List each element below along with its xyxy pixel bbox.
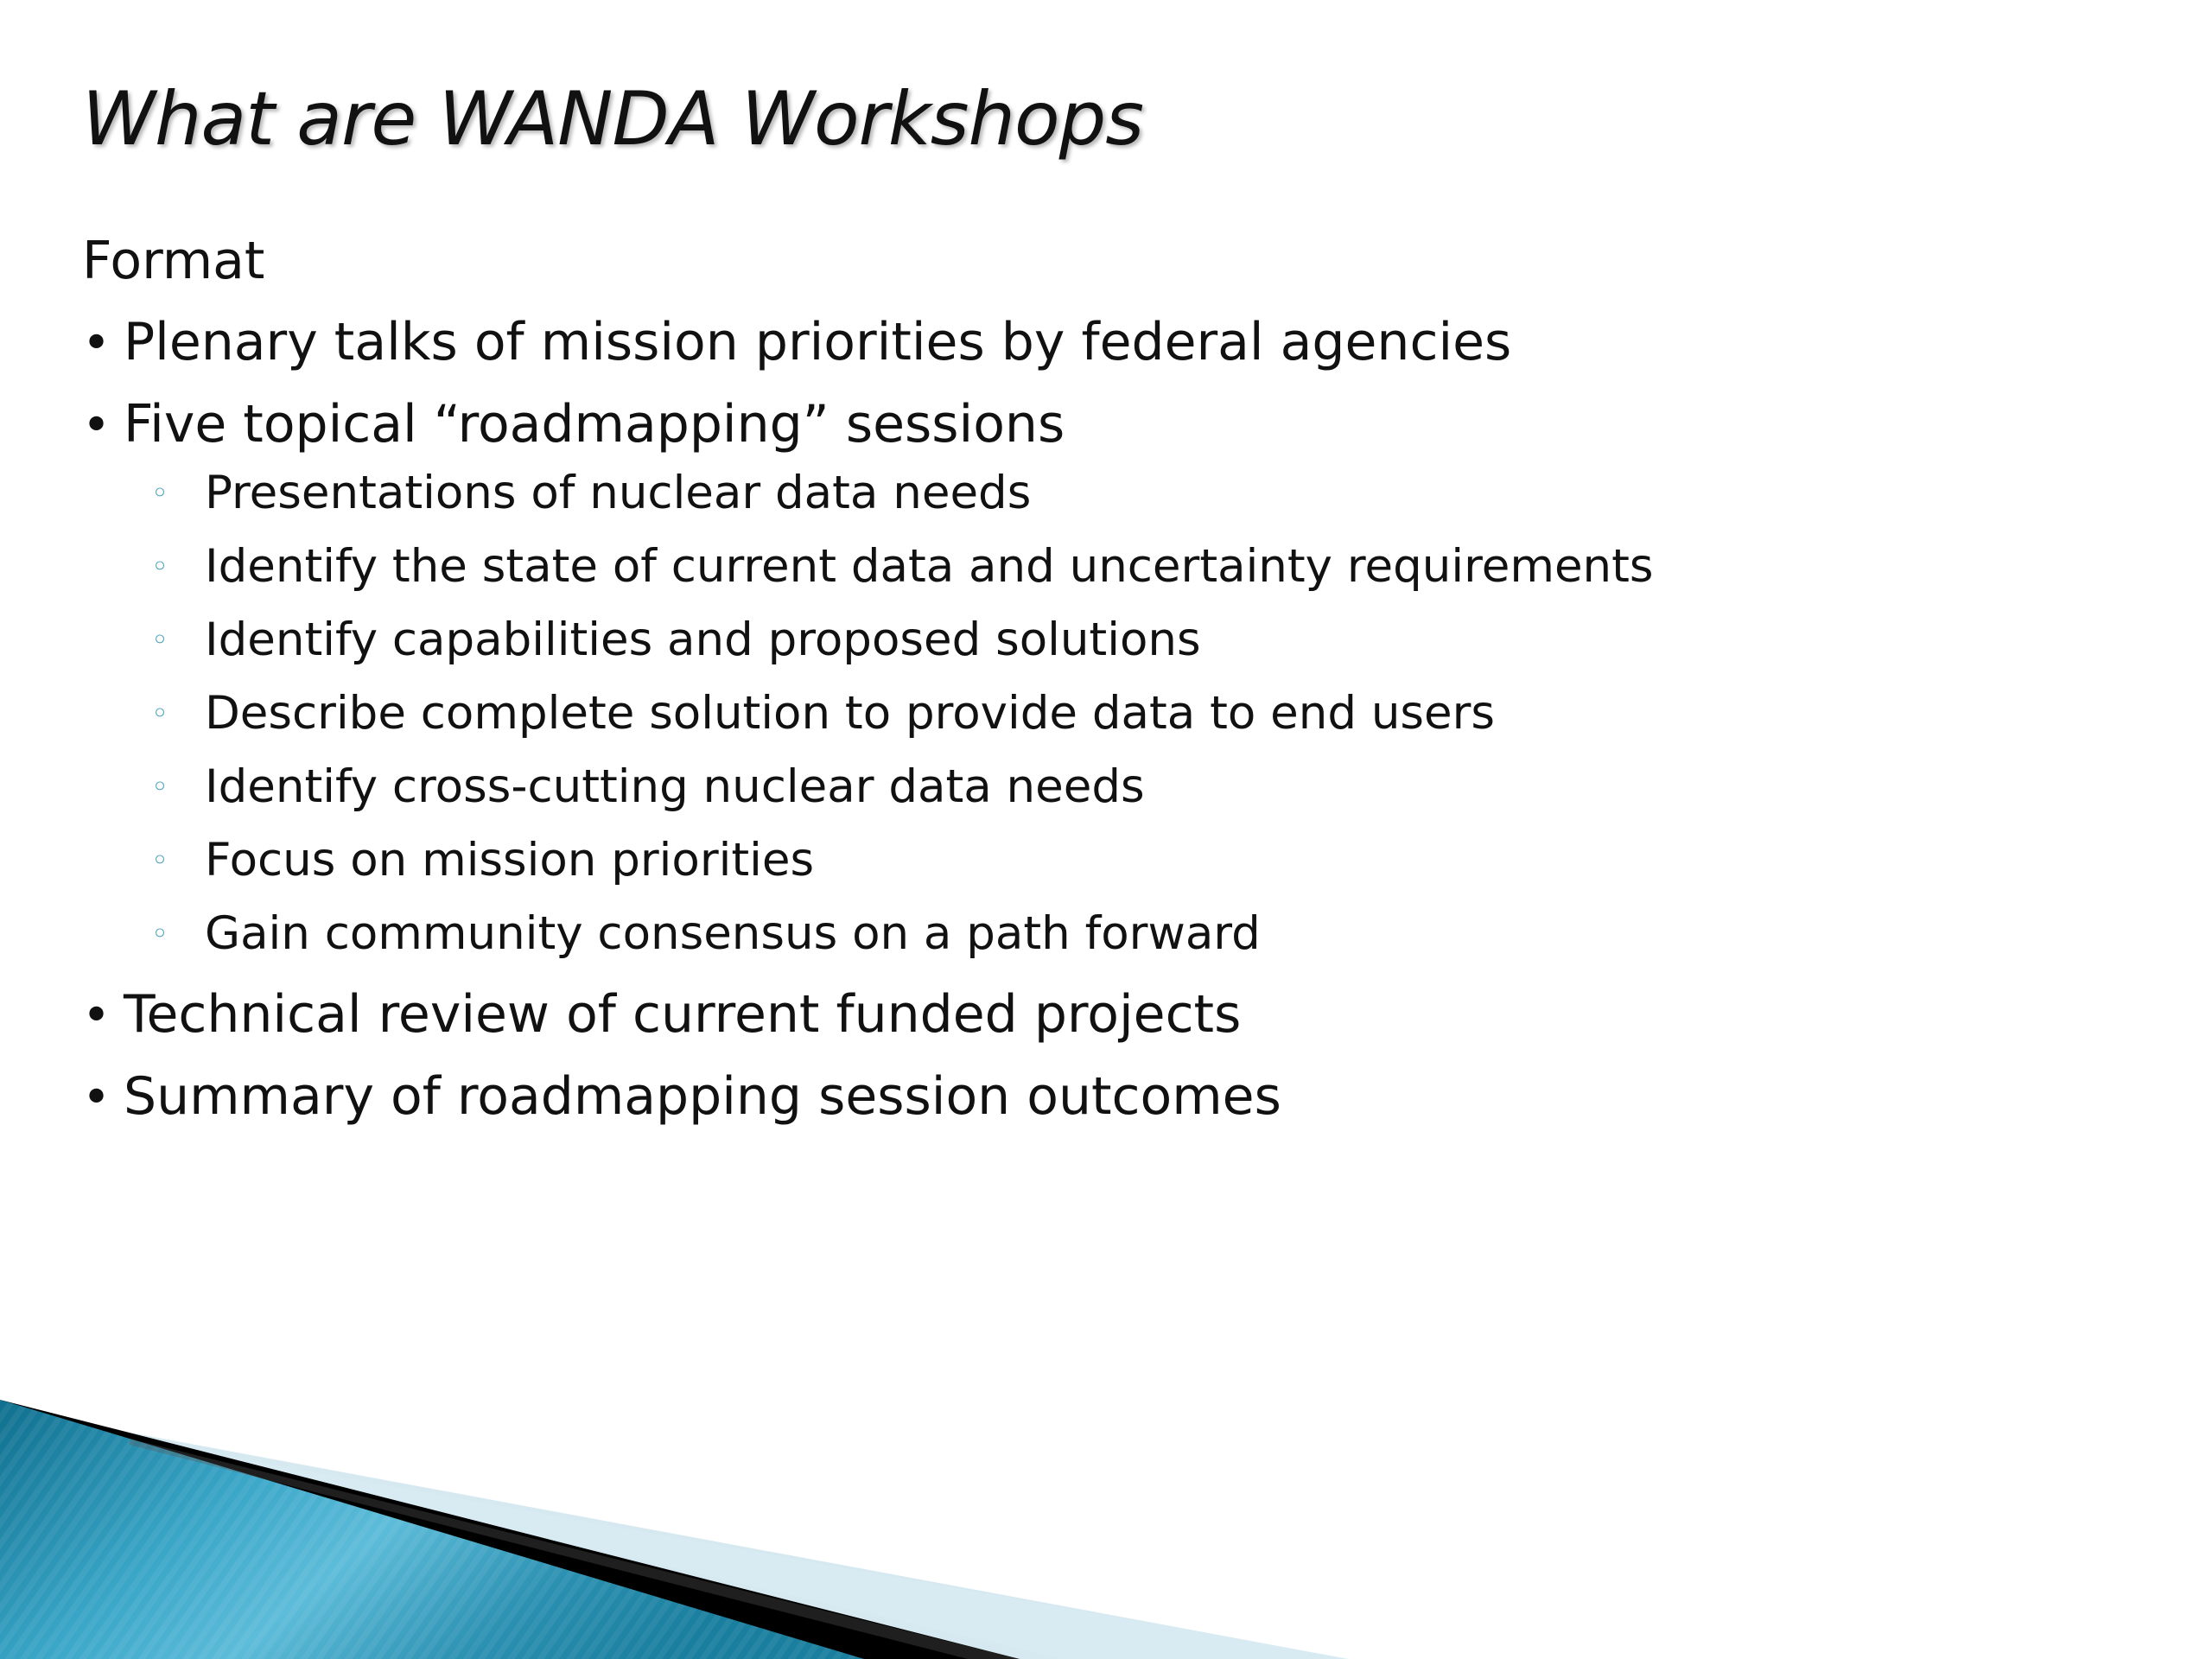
sub-bullet-text: Identify the state of current data and uncertainty requirements bbox=[205, 540, 1654, 593]
sub-bullet-text: Presentations of nuclear data needs bbox=[205, 467, 1032, 519]
ring-bullet-icon: ◦ bbox=[151, 770, 169, 804]
bullet-dot-icon: • bbox=[82, 315, 111, 372]
ring-bullet-icon: ◦ bbox=[151, 917, 169, 951]
bullet-text: Plenary talks of mission priorities by federal agencies bbox=[124, 312, 1512, 372]
ring-bullet-icon: ◦ bbox=[151, 696, 169, 731]
sub-bullet-text: Gain community consensus on a path forward bbox=[205, 907, 1261, 960]
bullet-dot-icon: • bbox=[82, 397, 111, 454]
sub-bullet-text: Describe complete solution to provide data to end users bbox=[205, 687, 1496, 740]
bullet-text: Technical review of current funded projects bbox=[124, 984, 1242, 1045]
sub-bullet-text: Focus on mission priorities bbox=[205, 834, 815, 887]
slide-title: What are WANDA Workshops bbox=[82, 76, 1144, 162]
ring-bullet-icon: ◦ bbox=[151, 843, 169, 878]
bullet-text: Five topical “roadmapping” sessions bbox=[124, 394, 1065, 454]
bullet-text: Summary of roadmapping session outcomes bbox=[124, 1066, 1281, 1127]
ring-bullet-icon: ◦ bbox=[151, 623, 169, 658]
sub-bullet-text: Identify cross-cutting nuclear data needs bbox=[205, 760, 1145, 813]
section-label: Format bbox=[82, 231, 265, 291]
bullet-dot-icon: • bbox=[82, 1070, 111, 1126]
ring-bullet-icon: ◦ bbox=[151, 476, 169, 511]
sub-bullet-text: Identify capabilities and proposed solutions bbox=[205, 613, 1201, 666]
ring-bullet-icon: ◦ bbox=[151, 550, 169, 584]
bullet-dot-icon: • bbox=[82, 988, 111, 1044]
